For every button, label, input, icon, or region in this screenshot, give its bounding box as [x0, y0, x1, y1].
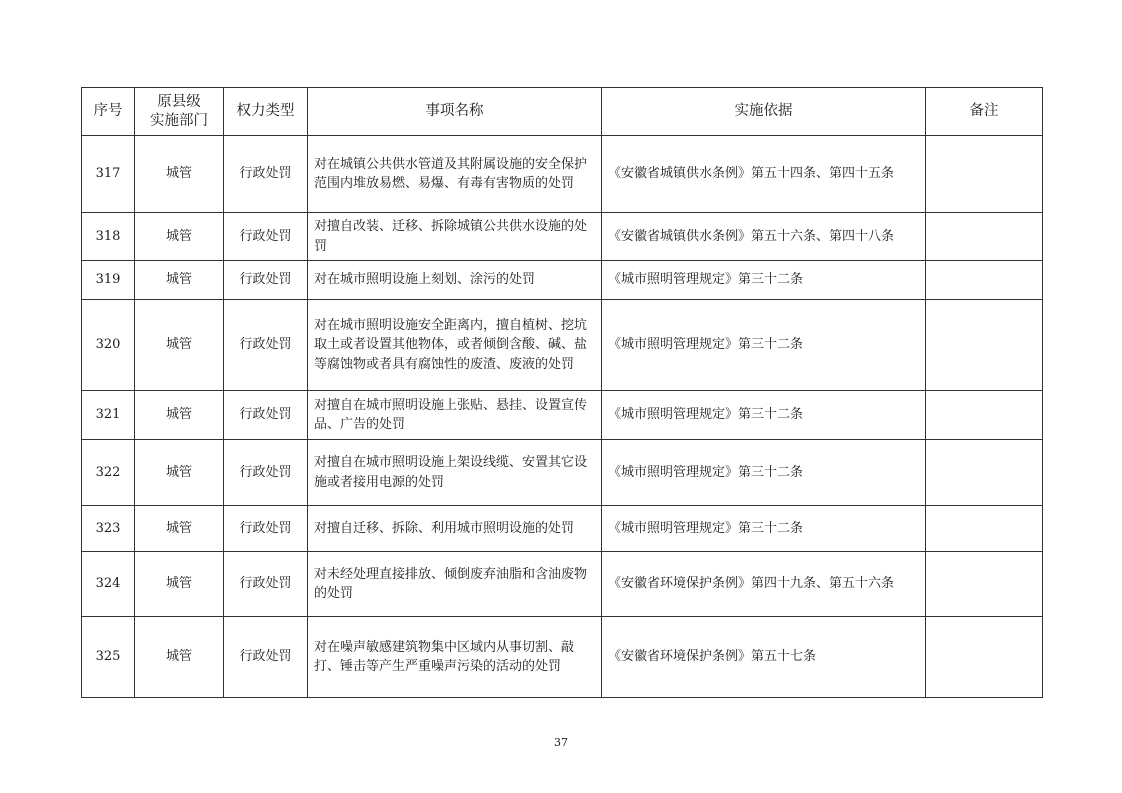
- table-row: [82, 300, 1043, 391]
- cell-item: 对在噪声敏感建筑物集中区域内从事切割、敲打、锤击等产生严重噪声污染的活动的处罚: [308, 617, 602, 698]
- header-seq: 序号: [82, 88, 135, 136]
- table-row: [82, 213, 1043, 261]
- cell-basis: 《城市照明管理规定》第三十二条: [602, 391, 926, 440]
- cell-seq: 322: [82, 440, 135, 506]
- header-item: 事项名称: [308, 88, 602, 136]
- cell-dept: 城管: [135, 552, 224, 617]
- cell-item: 对擅自在城市照明设施上张贴、悬挂、设置宣传品、广告的处罚: [308, 391, 602, 440]
- cell-seq: 317: [82, 136, 135, 213]
- cell-note: [926, 617, 1043, 698]
- cell-seq: 319: [82, 261, 135, 300]
- cell-item: 对擅自在城市照明设施上架设线缆、安置其它设施或者接用电源的处罚: [308, 440, 602, 506]
- cell-type: 行政处罚: [224, 136, 308, 213]
- cell-dept: 城管: [135, 391, 224, 440]
- cell-note: [926, 136, 1043, 213]
- cell-note: [926, 552, 1043, 617]
- cell-note: [926, 300, 1043, 391]
- table-row: [82, 552, 1043, 617]
- header-type: 权力类型: [224, 88, 308, 136]
- cell-note: [926, 213, 1043, 261]
- table-row: [82, 391, 1043, 440]
- cell-type: 行政处罚: [224, 391, 308, 440]
- cell-seq: 318: [82, 213, 135, 261]
- cell-type: 行政处罚: [224, 213, 308, 261]
- power-list-table: [81, 87, 1043, 698]
- cell-type: 行政处罚: [224, 440, 308, 506]
- cell-basis: 《安徽省城镇供水条例》第五十四条、第四十五条: [602, 136, 926, 213]
- cell-basis: 《城市照明管理规定》第三十二条: [602, 300, 926, 391]
- cell-item: 对在城市照明设施上刻划、涂污的处罚: [308, 261, 602, 300]
- cell-dept: 城管: [135, 261, 224, 300]
- cell-type: 行政处罚: [224, 300, 308, 391]
- cell-item: 对未经处理直接排放、倾倒废弃油脂和含油废物的处罚: [308, 552, 602, 617]
- cell-note: [926, 261, 1043, 300]
- cell-basis: 《安徽省环境保护条例》第四十九条、第五十六条: [602, 552, 926, 617]
- cell-basis: 《城市照明管理规定》第三十二条: [602, 261, 926, 300]
- table-row: [82, 617, 1043, 698]
- cell-item: 对在城市照明设施安全距离内，擅自植树、挖坑取土或者设置其他物体，或者倾倒含酸、碱、盐等腐蚀物或者具有腐蚀性的废渣、废液的处罚: [308, 300, 602, 391]
- cell-item: 对擅自改装、迁移、拆除城镇公共供水设施的处罚: [308, 213, 602, 261]
- cell-type: 行政处罚: [224, 552, 308, 617]
- cell-item: 对擅自迁移、拆除、利用城市照明设施的处罚: [308, 506, 602, 552]
- cell-type: 行政处罚: [224, 617, 308, 698]
- cell-item: 对在城镇公共供水管道及其附属设施的安全保护范围内堆放易燃、易爆、有毒有害物质的处罚: [308, 136, 602, 213]
- cell-type: 行政处罚: [224, 261, 308, 300]
- cell-seq: 321: [82, 391, 135, 440]
- cell-dept: 城管: [135, 506, 224, 552]
- cell-seq: 323: [82, 506, 135, 552]
- cell-dept: 城管: [135, 440, 224, 506]
- cell-seq: 325: [82, 617, 135, 698]
- table-row: [82, 261, 1043, 300]
- cell-seq: 324: [82, 552, 135, 617]
- cell-note: [926, 440, 1043, 506]
- cell-note: [926, 391, 1043, 440]
- cell-dept: 城管: [135, 300, 224, 391]
- table-header-row: [82, 88, 1043, 136]
- cell-dept: 城管: [135, 136, 224, 213]
- header-dept-line1: 原县级: [157, 93, 201, 110]
- header-dept-line2: 实施部门: [150, 112, 208, 129]
- cell-dept: 城管: [135, 213, 224, 261]
- table-row: [82, 440, 1043, 506]
- cell-type: 行政处罚: [224, 506, 308, 552]
- header-basis: 实施依据: [602, 88, 926, 136]
- table-row: [82, 136, 1043, 213]
- cell-note: [926, 506, 1043, 552]
- cell-basis: 《城市照明管理规定》第三十二条: [602, 506, 926, 552]
- cell-dept: 城管: [135, 617, 224, 698]
- cell-basis: 《安徽省环境保护条例》第五十七条: [602, 617, 926, 698]
- header-dept: [135, 88, 224, 136]
- cell-seq: 320: [82, 300, 135, 391]
- cell-basis: 《城市照明管理规定》第三十二条: [602, 440, 926, 506]
- page-number: 37: [554, 736, 568, 749]
- cell-basis: 《安徽省城镇供水条例》第五十六条、第四十八条: [602, 213, 926, 261]
- table-row: [82, 506, 1043, 552]
- header-note: 备注: [926, 88, 1043, 136]
